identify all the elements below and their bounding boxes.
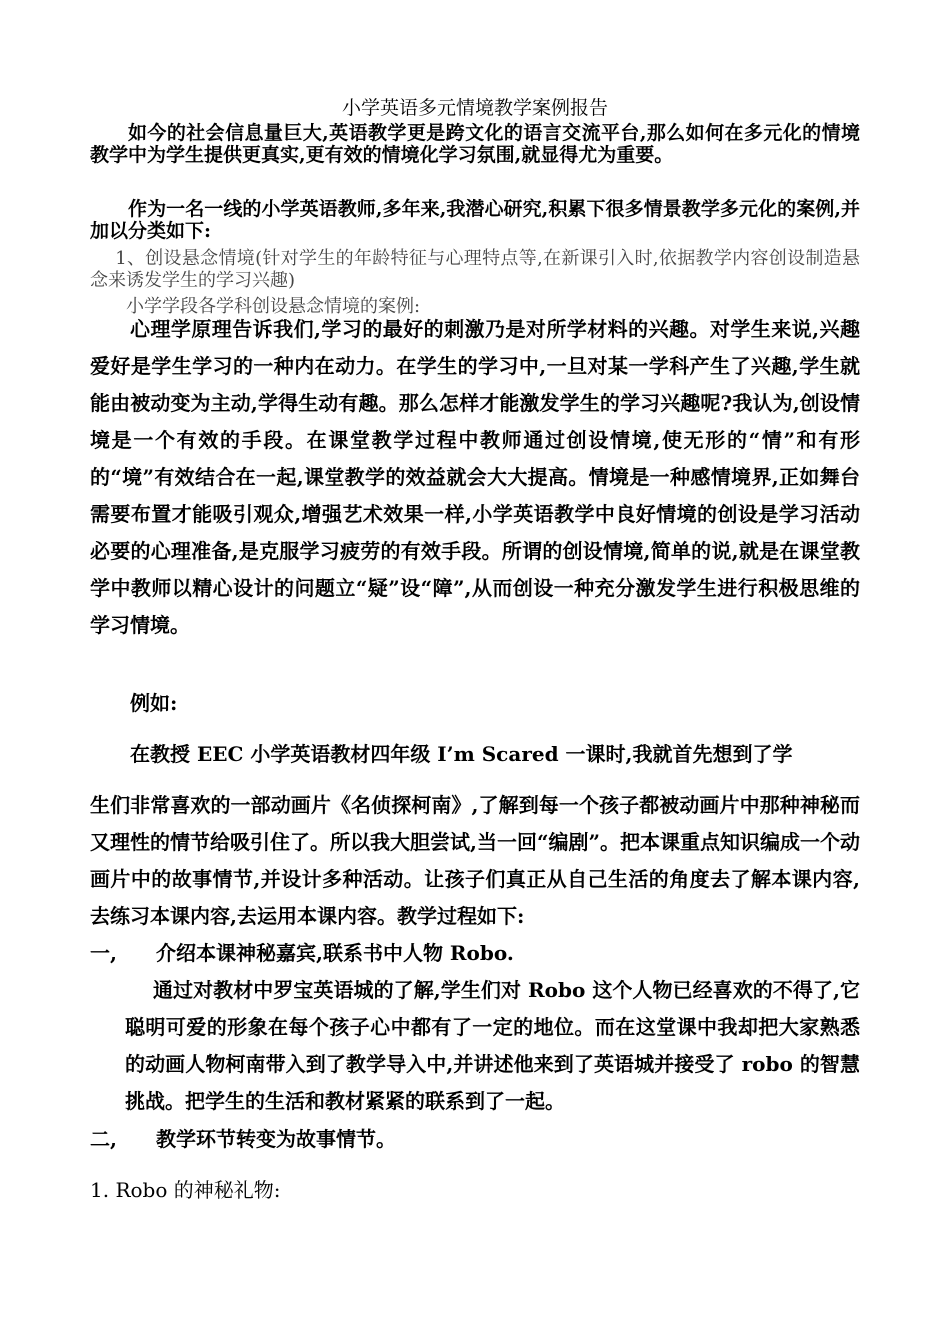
step-1-heading	[90, 938, 514, 968]
step-2-heading	[90, 1124, 396, 1154]
example-first-line: 在教授 EEC 小学英语教材四年级 I’m Scared 一课时,我就首先想到了学	[130, 742, 793, 766]
body-paragraph-1: 心理学原理告诉我们,学习的最好的刺激乃是对所学材料的兴趣。对学生来说,兴趣爱好是学生学习的一种内在动力。在学生的学习中,一旦对某一学科产生了兴趣,学生就能由被动变为主动,学得生动有趣。那么怎样才能激发学生的学习兴趣呢?我认为,创设情境是一个有效的手段。在课堂教学过程中教师通过创设情境,使无形的“情”和有形的“境”有效结合在一起,课堂教学的效益就会大大提高。情境是一种感情境界,正如舞台需要布置才能吸引观众,增强艺术效果一样,小学英语教学中良好情境的创设是学习活动必要的心理准备,是克服学习疲劳的有效手段。所谓的创设情境,简单的说,就是在课堂教学中教师以精心设计的问题立“疑”设“障”,从而创设一种充分激发学生进行积极思维的学习情境。	[90, 317, 860, 637]
step-1-title: 介绍本课神秘嘉宾,联系书中人物 Robo.	[156, 941, 514, 965]
example-body: 生们非常喜欢的一部动画片《名侦探柯南》,了解到每一个孩子都被动画片中那种神秘而又理性的情节给吸引住了。所以我大胆尝试,当一回“编剧”。把本课重点知识编成一个动画片中的故事情节,并设计多种活动。让孩子们真正从自己生活的角度去了解本课内容,去练习本课内容,去运用本课内容。教学过程如下:	[90, 793, 860, 928]
section-1-subheading: 小学学段各学科创设悬念情境的案例:	[126, 296, 421, 317]
section-1-heading: 1、创设悬念情境(针对学生的年龄特征与心理特点等,在新课引入时,依据教学内容创设制造悬念来诱发学生的学习兴趣)	[90, 248, 860, 291]
intro-paragraph-1: 如今的社会信息量巨大,英语教学更是跨文化的语言交流平台,那么如何在多元化的情境教学中为学生提供更真实,更有效的情境化学习氛围,就显得尤为重要。	[90, 122, 860, 166]
step-1-number: 一,	[90, 941, 117, 965]
step-2-number: 二,	[90, 1127, 117, 1151]
step-1-body: 通过对教材中罗宝英语城的了解,学生们对 Robo 这个人物已经喜欢的不得了,它聪明可爱的形象在每个孩子心中都有了一定的地位。而在这堂课中我却把大家熟悉的动画人物柯南带入到了教学导入中,并讲述他来到了英语城并接受了 robo 的智慧挑战。把学生的生活和教材紧紧的联系到了一起。	[125, 978, 860, 1113]
intro-paragraph-2: 作为一名一线的小学英语教师,多年来,我潜心研究,积累下很多情景教学多元化的案例,并加以分类如下:	[90, 198, 860, 242]
list-item-1: 1. Robo 的神秘礼物:	[90, 1178, 281, 1202]
step-2-title: 教学环节转变为故事情节。	[156, 1127, 396, 1151]
example-label: 例如:	[130, 691, 178, 715]
document-title: 小学英语多元情境教学案例报告	[341, 97, 608, 119]
